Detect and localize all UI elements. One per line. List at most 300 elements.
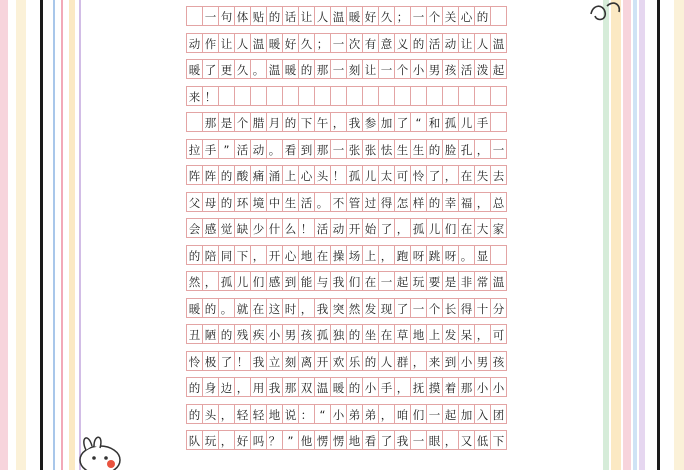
grid-cell: 能 [298,271,315,291]
grid-cell: 的 [346,377,363,397]
grid-cell: 感 [202,218,219,238]
grid-cell: 脸 [442,139,459,159]
grid-cell: 始 [362,218,379,238]
grid-cell: ： [298,404,315,424]
inner-line-pink-right [623,0,631,470]
left-stripe-blue [8,0,16,470]
grid-cell: 丑 [186,324,203,344]
grid-cell: 的 [426,192,443,212]
grid-cell: 是 [442,271,459,291]
grid-cell: ； [394,6,411,26]
grid-cell: 暖 [346,6,363,26]
grid-cell: 月 [266,112,283,132]
grid-cell: 总 [490,192,507,212]
grid-cell: 在 [314,245,331,265]
grid-cell [410,86,427,106]
grid-cell: 境 [250,192,267,212]
grid-cell: 要 [426,271,443,291]
grid-cell: 在 [250,298,267,318]
grid-cell: 咱 [394,404,411,424]
grid-cell: 动 [330,218,347,238]
grid-cell: 小 [330,404,347,424]
grid-cell: 温 [490,33,507,53]
grid-cell: 活 [458,59,475,79]
grid-cell: 意 [378,33,395,53]
grid-cell: 边 [218,377,235,397]
grid-cell: 福 [458,192,475,212]
grid-cell: 长 [442,298,459,318]
grid-cell [186,6,203,26]
grid-cell: 可 [490,324,507,344]
grid-cell: 儿 [362,165,379,185]
grid-cell: 跑 [394,245,411,265]
grid-cell: 同 [218,245,235,265]
grid-cell: 痛 [250,165,267,185]
grid-cell: 。 [458,245,475,265]
grid-cell: 管 [346,192,363,212]
grid-cell: ， [474,324,491,344]
grid-cell: 一 [410,430,427,450]
grid-cell: 母 [202,192,219,212]
grid-cell [490,112,507,132]
grid-cell: 乐 [346,351,363,371]
grid-cell: 我 [250,351,267,371]
grid-cell: 张 [362,139,379,159]
grid-cell: 的 [362,351,379,371]
grid-cell: 拉 [186,139,203,159]
grid-cell: 的 [218,192,235,212]
grid-cell: ， [378,245,395,265]
grid-cell: 摸 [426,377,443,397]
essay-grid-paper [186,0,526,470]
grid-cell: 一 [410,298,427,318]
grid-cell: 的 [282,112,299,132]
grid-cell: 是 [218,112,235,132]
grid-cell: 在 [362,271,379,291]
grid-cell [490,6,507,26]
grid-cell: 我 [266,377,283,397]
grid-cell: 残 [234,324,251,344]
grid-cell: 人 [378,351,395,371]
essay-line [186,271,526,291]
inner-line-pink-left [61,0,63,470]
essay-line [186,139,526,159]
grid-cell: 孤 [442,112,459,132]
grid-cell: 感 [266,271,283,291]
grid-cell: 的 [298,59,315,79]
grid-cell [378,86,395,106]
essay-line [186,298,526,318]
grid-cell: 什 [266,218,283,238]
grid-cell: ， [202,271,219,291]
grid-cell: 下 [298,112,315,132]
grid-cell: 活 [426,33,443,53]
grid-cell: 温 [330,6,347,26]
grid-cell: ， [474,192,491,212]
grid-cell: 了 [218,351,235,371]
grid-cell: 动 [186,33,203,53]
grid-cell: 上 [426,324,443,344]
grid-cell: 么 [282,218,299,238]
grid-cell: 个 [426,298,443,318]
grid-cell: 太 [378,165,395,185]
grid-cell: 我 [346,112,363,132]
grid-cell: 刻 [346,59,363,79]
grid-cell: 暖 [266,33,283,53]
right-stripe-white [660,0,674,470]
grid-cell: 过 [362,192,379,212]
grid-cell: 独 [330,324,347,344]
grid-cell: 活 [314,218,331,238]
grid-cell: 手 [202,139,219,159]
essay-line [186,86,526,106]
grid-cell: ！ [298,218,315,238]
grid-cell [298,86,315,106]
grid-cell: 家 [490,218,507,238]
grid-cell: 暖 [330,377,347,397]
grid-cell: 团 [490,404,507,424]
grid-cell: 开 [346,218,363,238]
grid-cell: 头 [314,165,331,185]
grid-cell [218,86,235,106]
grid-cell: 个 [394,59,411,79]
essay-line [186,59,526,79]
grid-cell: 儿 [458,112,475,132]
grid-cell: 轻 [250,404,267,424]
grid-cell: “ [314,404,331,424]
grid-cell: 现 [378,298,395,318]
grid-cell: 他 [298,430,315,450]
grid-cell: 我 [314,298,331,318]
grid-cell: 男 [282,324,299,344]
grid-cell [330,86,347,106]
grid-cell: ” [218,139,235,159]
grid-cell: 人 [234,33,251,53]
grid-cell: ， [378,404,395,424]
grid-cell: 心 [282,245,299,265]
grid-cell: 个 [234,112,251,132]
grid-cell: 的 [474,6,491,26]
grid-cell: 涌 [266,165,283,185]
grid-cell: 的 [218,324,235,344]
grid-cell: 父 [186,192,203,212]
grid-cell: 那 [314,139,331,159]
grid-cell: 这 [266,298,283,318]
right-stripe-yellow [674,0,684,470]
grid-cell: ？ [266,430,283,450]
grid-cell: 极 [202,351,219,371]
grid-cell: 人 [474,33,491,53]
essay-line [186,6,526,26]
grid-cell: 欢 [330,351,347,371]
essay-line [186,218,526,238]
grid-cell: 然 [346,298,363,318]
grid-cell: ！ [330,165,347,185]
grid-cell: 得 [458,298,475,318]
grid-cell: 的 [218,165,235,185]
grid-cell: 加 [458,404,475,424]
grid-cell: 男 [474,351,491,371]
grid-cell [282,86,299,106]
grid-cell: 群 [394,351,411,371]
grid-cell: 的 [266,6,283,26]
grid-cell: 。 [250,59,267,79]
essay-line [186,112,526,132]
grid-cell: 那 [458,377,475,397]
grid-cell: 幸 [442,192,459,212]
grid-cell: 我 [330,271,347,291]
left-stripe-yellow [16,0,26,470]
grid-cell: 了 [378,218,395,238]
grid-cell: 们 [346,271,363,291]
grid-cell: 离 [298,351,315,371]
grid-cell: 的 [346,324,363,344]
grid-cell: 让 [458,33,475,53]
grid-cell: 温 [490,271,507,291]
inner-line-green-right [603,0,609,470]
grid-cell: 怯 [378,139,395,159]
grid-cell: 怎 [394,192,411,212]
inner-line-purple-left [79,0,81,470]
grid-cell: 双 [298,377,315,397]
grid-cell: ， [234,377,251,397]
grid-cell: 失 [474,165,491,185]
grid-cell: 动 [250,139,267,159]
grid-cell: 入 [474,404,491,424]
grid-cell: 怜 [186,351,203,371]
grid-cell: 小 [474,377,491,397]
grid-cell: 活 [234,139,251,159]
left-stripe-pink [0,0,8,470]
grid-cell: 参 [362,112,379,132]
grid-cell: 孤 [314,324,331,344]
grid-cell: 话 [282,6,299,26]
grid-cell: 玩 [410,271,427,291]
grid-cell: 的 [186,404,203,424]
grid-cell: 开 [314,351,331,371]
grid-cell: 一 [330,139,347,159]
grid-cell: 人 [314,6,331,26]
essay-line [186,192,526,212]
flower-doodle-icon [585,0,625,28]
grid-cell: 得 [378,192,395,212]
grid-cell: 儿 [426,218,443,238]
grid-cell: 着 [442,377,459,397]
grid-cell: 动 [442,33,459,53]
grid-cell: 地 [410,324,427,344]
grid-cell: 常 [474,271,491,291]
right-stripe-pink [684,0,700,470]
grid-cell: 地 [266,404,283,424]
grid-cell: 久 [234,59,251,79]
grid-cell: 的 [186,245,203,265]
grid-cell: 们 [442,218,459,238]
grid-cell: 了 [378,430,395,450]
grid-cell: 呀 [410,245,427,265]
grid-cell: 那 [282,377,299,397]
grid-cell: 地 [346,430,363,450]
grid-cell: 样 [410,192,427,212]
grid-cell: 次 [346,33,363,53]
grid-cell: 孩 [298,324,315,344]
grid-cell: 身 [202,377,219,397]
grid-cell: 开 [266,245,283,265]
grid-cell: 坐 [362,324,379,344]
grid-cell: 看 [362,430,379,450]
essay-line [186,245,526,265]
grid-cell [426,86,443,106]
grid-cell: 男 [426,59,443,79]
grid-cell: 了 [394,112,411,132]
grid-cell: 我 [394,430,411,450]
grid-cell: 弟 [362,404,379,424]
grid-cell: ， [218,430,235,450]
grid-cell: 到 [298,139,315,159]
grid-cell [234,86,251,106]
grid-cell: ， [474,139,491,159]
grid-cell: 孩 [442,59,459,79]
grid-cell: 温 [250,33,267,53]
grid-cell: 在 [378,324,395,344]
grid-cell: 觉 [218,218,235,238]
grid-cell [266,86,283,106]
grid-cell: 好 [362,6,379,26]
grid-cell [474,86,491,106]
grid-cell: 暖 [186,298,203,318]
grid-cell: 下 [490,430,507,450]
grid-cell: 那 [314,59,331,79]
grid-cell: 阵 [186,165,203,185]
grid-cell: 孔 [458,139,475,159]
grid-cell: 温 [314,377,331,397]
grid-cell: 发 [442,324,459,344]
grid-cell [362,86,379,106]
grid-cell: 轻 [234,404,251,424]
grid-cell: 小 [458,351,475,371]
grid-cell: ， [442,165,459,185]
grid-cell: 小 [410,59,427,79]
grid-cell: ， [330,112,347,132]
grid-cell: 立 [266,351,283,371]
grid-cell: 一 [330,59,347,79]
inner-line-yellow-right [611,0,621,470]
grid-cell: 来 [426,351,443,371]
grid-cell: 陪 [202,245,219,265]
grid-cell: 关 [442,6,459,26]
grid-cell: 的 [426,139,443,159]
grid-cell: 让 [218,33,235,53]
grid-cell: 跳 [426,245,443,265]
grid-cell: 更 [218,59,235,79]
grid-cell: 体 [234,6,251,26]
inner-line-yellow-left [69,0,75,470]
grid-cell: 疾 [250,324,267,344]
grid-cell: 和 [426,112,443,132]
grid-cell: 然 [186,271,203,291]
grid-cell: 说 [282,404,299,424]
grid-cell [458,86,475,106]
grid-cell: 场 [346,245,363,265]
grid-cell: 一 [490,139,507,159]
grid-cell: 有 [362,33,379,53]
grid-cell: 呆 [458,324,475,344]
grid-cell: 上 [282,165,299,185]
grid-cell: 环 [234,192,251,212]
grid-cell: ， [298,298,315,318]
grid-cell: 。 [218,298,235,318]
grid-cell: 上 [362,245,379,265]
grid-cell: 地 [298,245,315,265]
grid-cell: 吗 [250,430,267,450]
grid-cell: 心 [458,6,475,26]
grid-cell: 久 [378,6,395,26]
grid-cell: 酸 [234,165,251,185]
grid-cell: 腊 [250,112,267,132]
grid-cell: 小 [362,377,379,397]
grid-cell: 们 [250,271,267,291]
grid-cell: ， [250,245,267,265]
grid-cell: 起 [490,59,507,79]
grid-cell: 好 [234,430,251,450]
grid-cell: 一 [410,6,427,26]
grid-cell: 。 [314,192,331,212]
essay-line [186,351,526,371]
grid-cell: 的 [410,33,427,53]
grid-cell: 贴 [250,6,267,26]
grid-cell: 一 [330,33,347,53]
essay-line [186,324,526,344]
grid-cell: 下 [234,245,251,265]
grid-cell: 暖 [282,59,299,79]
grid-cell [314,86,331,106]
grid-cell: 心 [298,165,315,185]
cartoon-bunny-icon [76,430,124,470]
grid-cell: 可 [394,165,411,185]
grid-cell: 起 [394,271,411,291]
grid-cell: 让 [362,59,379,79]
grid-cell: 队 [186,430,203,450]
grid-cell: 孩 [490,351,507,371]
grid-cell: ， [394,218,411,238]
grid-cell: 到 [282,271,299,291]
grid-cell: 孤 [410,218,427,238]
grid-cell: 好 [282,33,299,53]
grid-cell: 不 [330,192,347,212]
grid-cell: 小 [266,324,283,344]
essay-line [186,404,526,424]
grid-cell: 大 [474,218,491,238]
grid-cell: 弟 [346,404,363,424]
grid-cell: 玩 [202,430,219,450]
essay-line [186,33,526,53]
grid-cell: ， [394,377,411,397]
grid-cell: 与 [314,271,331,291]
grid-cell: 张 [346,139,363,159]
grid-cell: 低 [474,430,491,450]
grid-cell: 看 [282,139,299,159]
grid-cell: ； [314,33,331,53]
grid-cell: 愣 [314,430,331,450]
grid-cell: “ [410,112,427,132]
grid-cell: 抚 [410,377,427,397]
grid-cell: 暖 [186,59,203,79]
grid-cell: 一 [426,404,443,424]
grid-cell: 阵 [202,165,219,185]
grid-cell: 缺 [234,218,251,238]
grid-cell: 呀 [442,245,459,265]
grid-cell: ！ [234,351,251,371]
grid-cell: 。 [266,139,283,159]
